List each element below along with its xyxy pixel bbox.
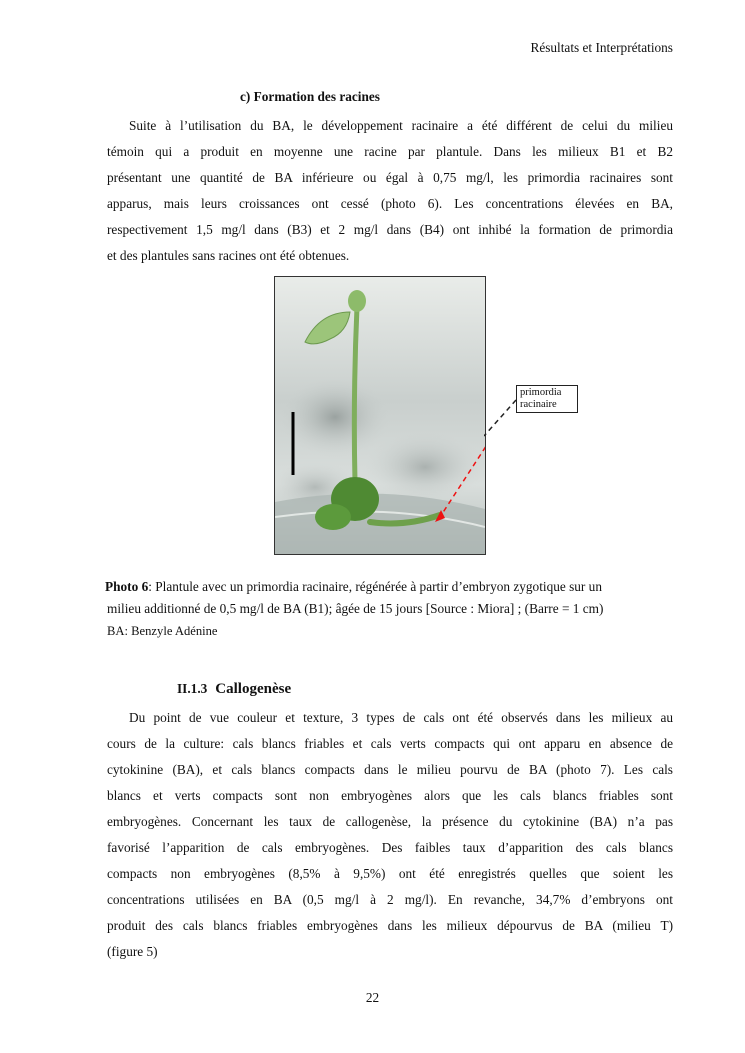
caption-line: milieu additionné de 0,5 mg/l de BA (B1); âgée de 15 jours [Source : Miora] ; (Barre = 1 cm) — [107, 601, 604, 616]
caption-text: : Plantule avec un primordia racinaire, régénérée à partir d’embryon zygotique sur un — [148, 579, 602, 594]
text-line: (figure 5) — [107, 944, 158, 959]
text-line: et des plantules sans racines ont été obtenues. — [107, 248, 350, 263]
text-line: cytokinine (BA), et cals blancs compacts dans le milieu pourvu de BA (photo 7). Les cals — [107, 762, 673, 777]
caption-line: BA: Benzyle Adénine — [107, 624, 218, 638]
paragraph-formation-racines — [107, 113, 673, 269]
callout-line: racinaire — [520, 399, 557, 410]
text-line: apparus, mais leurs croissances ont cessé (photo 6). Les concentrations élevées en BA, — [107, 196, 673, 211]
photo-plantlet — [274, 276, 486, 555]
text-line: blancs et verts compacts sont non embryogènes alors que les cals blancs friables sont — [107, 788, 673, 803]
text-line: cours de la culture: cals blancs friables et cals verts compacts qui ont apparu en absence de — [107, 736, 673, 751]
text-line: respectivement 1,5 mg/l dans (B3) et 2 mg/l dans (B4) ont inhibé la formation de primordia — [107, 222, 673, 237]
text-line: embryogènes. Concernant les taux de callogenèse, la présence du cytokinine (BA) n’a pas — [107, 814, 673, 829]
callout-line: primordia — [520, 387, 562, 398]
caption-label: Photo 6 — [105, 579, 149, 594]
plantlet-illustration — [275, 277, 485, 554]
page-number: 22 — [365, 990, 380, 1005]
text-line: témoin qui a produit en moyenne une racine par plantule. Dans les milieux B1 et B2 — [107, 144, 673, 159]
text-line: Suite à l’utilisation du BA, le développement racinaire a été différent de celui du milieu — [129, 118, 673, 133]
text-line: concentrations utilisées en BA (0,5 mg/l à 2 mg/l). En revanche, 34,7% d’embryons ont — [107, 892, 673, 907]
callout-leader-outer — [484, 398, 518, 438]
plant-bud — [348, 290, 366, 312]
plant-stem — [354, 307, 357, 482]
paragraph-callogenese — [107, 705, 673, 965]
text-line: Du point de vue couleur et texture, 3 types de cals ont été observés dans les milieux au — [129, 710, 673, 725]
section-number: II.1.3 — [177, 681, 208, 696]
callout-label — [516, 385, 578, 413]
text-line: compacts non embryogènes (8,5% à 9,5%) ont été enregistrés quelles que soient les — [107, 866, 673, 881]
photo-caption — [105, 576, 673, 642]
text-line: produit des cals blancs friables embryogènes dans les milieux dépourvus de BA (milieu T) — [107, 918, 673, 933]
section-title-formation-racines: c) Formation des racines — [240, 89, 380, 104]
caption-line — [105, 576, 673, 598]
running-header: Résultats et Interprétations — [530, 40, 673, 55]
text-line: favorisé l’apparition de cals embryogènes. Des faibles taux d’apparition des cals blancs — [107, 840, 673, 855]
text-line: présentant une quantité de BA inférieure ou égal à 0,75 mg/l, les primordia racinaires sont — [107, 170, 673, 185]
section-heading-callogenese — [177, 680, 291, 698]
section-title: Callogenèse — [215, 681, 292, 697]
